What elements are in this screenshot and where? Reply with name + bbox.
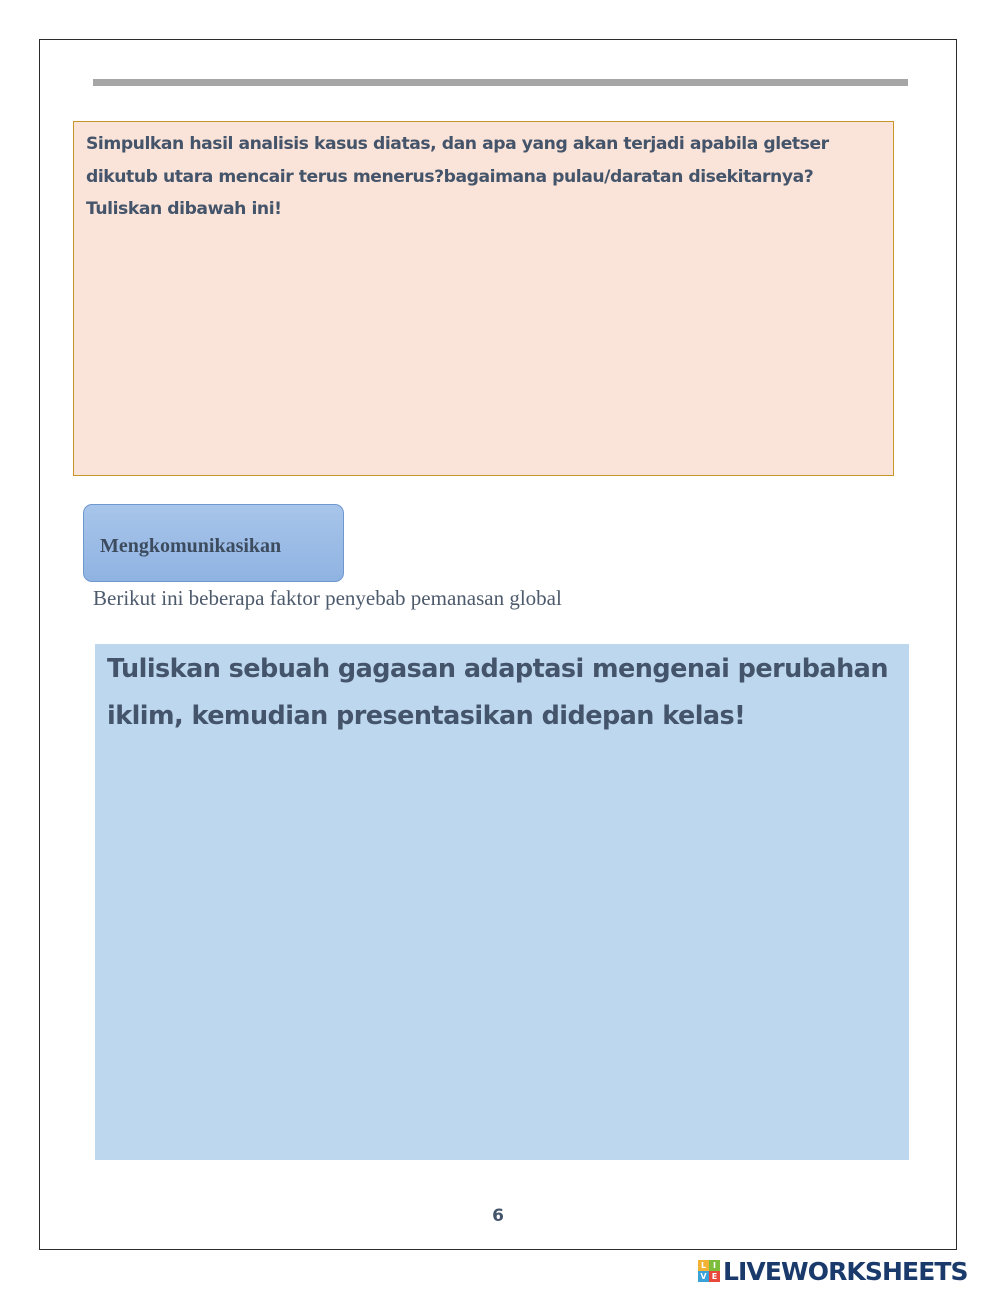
analysis-prompt-line: Tuliskan dibawah ini! [86,199,282,219]
liveworksheets-brand [698,1255,968,1287]
task-prompt [107,646,897,740]
logo-tile: V [698,1271,709,1282]
liveworksheets-logo-icon [698,1260,720,1282]
intro-text: Berikut ini beberapa faktor penyebab pemanasan global [93,586,562,610]
page-number: 6 [492,1206,504,1226]
section-badge-label: Mengkomunikasikan [100,535,282,557]
logo-tile: I [709,1260,720,1271]
analysis-prompt-line: dikutub utara mencair terus menerus?bagaimana pulau/daratan disekitarnya? [86,166,814,187]
logo-tile: E [709,1271,720,1282]
task-prompt-line: Tuliskan sebuah gagasan adaptasi mengenai perubahan [107,654,888,684]
analysis-prompt-line: Simpulkan hasil analisis kasus diatas, dan apa yang akan terjadi apabila gletser [86,134,829,154]
task-prompt-line: iklim, kemudian presentasikan didepan kelas! [107,701,746,731]
brand-name: LIVEWORKSHEETS [723,1256,968,1286]
header-rule [93,79,908,86]
analysis-prompt [86,128,876,226]
logo-tile: L [698,1260,709,1271]
